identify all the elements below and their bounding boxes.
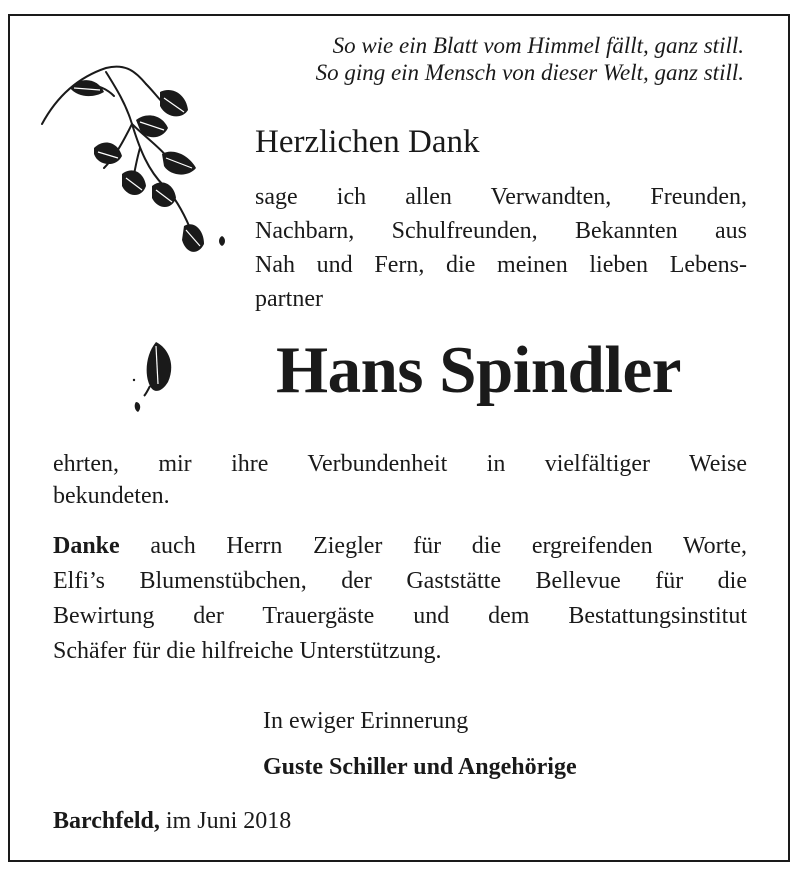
body-paragraph-2 [53,529,747,669]
motto-verse [316,32,744,86]
danke-word: Danke [53,533,120,559]
deceased-name: Hans Spindler [276,333,681,407]
place-date-line [53,806,291,836]
memory-line: In ewiger Erinnerung [263,708,469,734]
body1-line-1: ehrten, mir ihre Verbundenheit in vielfältiger Weise [53,451,747,477]
motto-line-2: So ging ein Mensch von dieser Welt, ganz still. [315,60,744,85]
body2-line-4: Schäfer für die hilfreiche Unterstützung. [53,638,442,664]
intro-line-4: partner [255,286,323,312]
place-date: im Juni 2018 [159,808,292,834]
intro-paragraph [255,180,747,316]
body-paragraph-1 [53,448,747,512]
body2-line-3: Bewirtung der Trauergäste und dem Bestattungsinstitut [53,603,747,629]
place-town: Barchfeld, [53,808,160,834]
body2-line-2: Elfi’s Blumenstübchen, der Gaststätte Bellevue für die [53,568,747,594]
birch-branch-icon [36,58,236,273]
signers-line: Guste Schiller und Angehörige [263,754,577,780]
falling-leaf-icon [128,336,188,416]
intro-line-3: Nah und Fern, die meinen lieben Lebens- [255,252,747,278]
intro-line-2: Nachbarn, Schulfreunden, Bekannten aus [255,218,747,244]
intro-line-1: sage ich allen Verwandten, Freunden, [255,184,747,210]
body2-line-1-rest: auch Herrn Ziegler für die ergreifenden Worte, [119,533,747,559]
body1-line-2: bekundeten. [53,483,170,509]
body2-line-1 [53,529,747,564]
motto-line-1: So wie ein Blatt vom Himmel fällt, ganz still. [332,33,744,58]
thanks-heading: Herzlichen Dank [255,124,480,160]
